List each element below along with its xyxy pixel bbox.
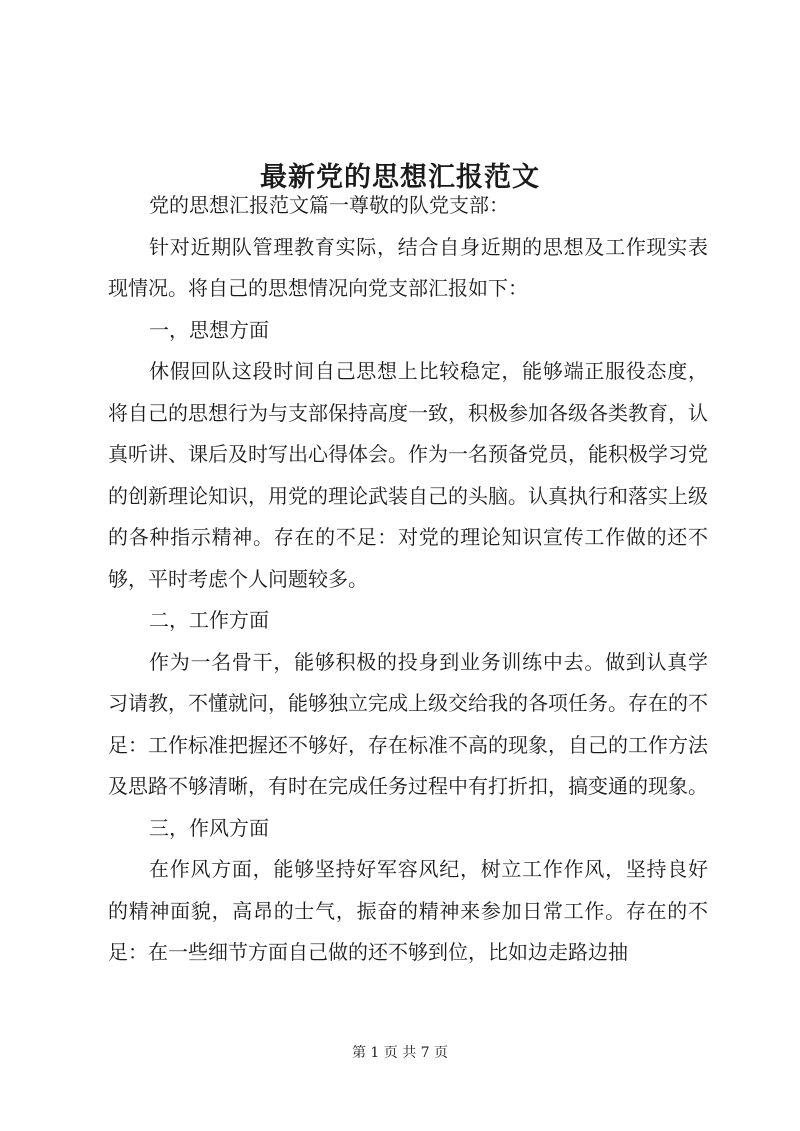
paragraph-thought: 休假回队这段时间自己思想上比较稳定，能够端正服役态度，将自己的思想行为与支部保持高度一致，积极参加各级各类教育，认真听讲、课后及时写出心得体会。作为一名预备党员，能积极学习党的创新理论知识，用党的理论武装自己的头脑。认真执行和落实上级的各种指示精神。存在的不足：对党的理论知识宣传工作做的还不够，平时考虑个人问题较多。 xyxy=(108,359,708,591)
page-number-footer: 第 1 页 共 7 页 xyxy=(351,1045,449,1061)
paragraph-style: 在作风方面，能够坚持好军容风纪，树立工作作风，坚持良好的精神面貌，高昂的士气，振奋的精神来参加日常工作。存在的不足：在一些细节方面自己做的还不够到位，比如边走路边抽 xyxy=(108,857,708,964)
paragraph-intro: 针对近期队管理教育实际，结合自身近期的思想及工作现实表现情况。将自己的思想情况向党支部汇报如下： xyxy=(108,234,708,300)
document-body xyxy=(108,185,708,974)
paragraph-salutation: 党的思想汇报范文篇一尊敬的队党支部： xyxy=(149,193,509,217)
document-title: 最新党的思想汇报范文 xyxy=(260,162,540,194)
paragraph-work: 作为一名骨干，能够积极的投身到业务训练中去。做到认真学习请教，不懂就问，能够独立完成上级交给我的各项任务。存在的不足：工作标准把握还不够好，存在标准不高的现象，自己的工作方法及思路不够清晰，有时在完成任务过程中有打折扣，搞变通的现象。 xyxy=(108,649,708,798)
section-heading-work: 二，工作方面 xyxy=(149,608,269,632)
section-heading-thought: 一，思想方面 xyxy=(149,317,269,342)
section-heading-style: 三，作风方面 xyxy=(149,815,269,840)
